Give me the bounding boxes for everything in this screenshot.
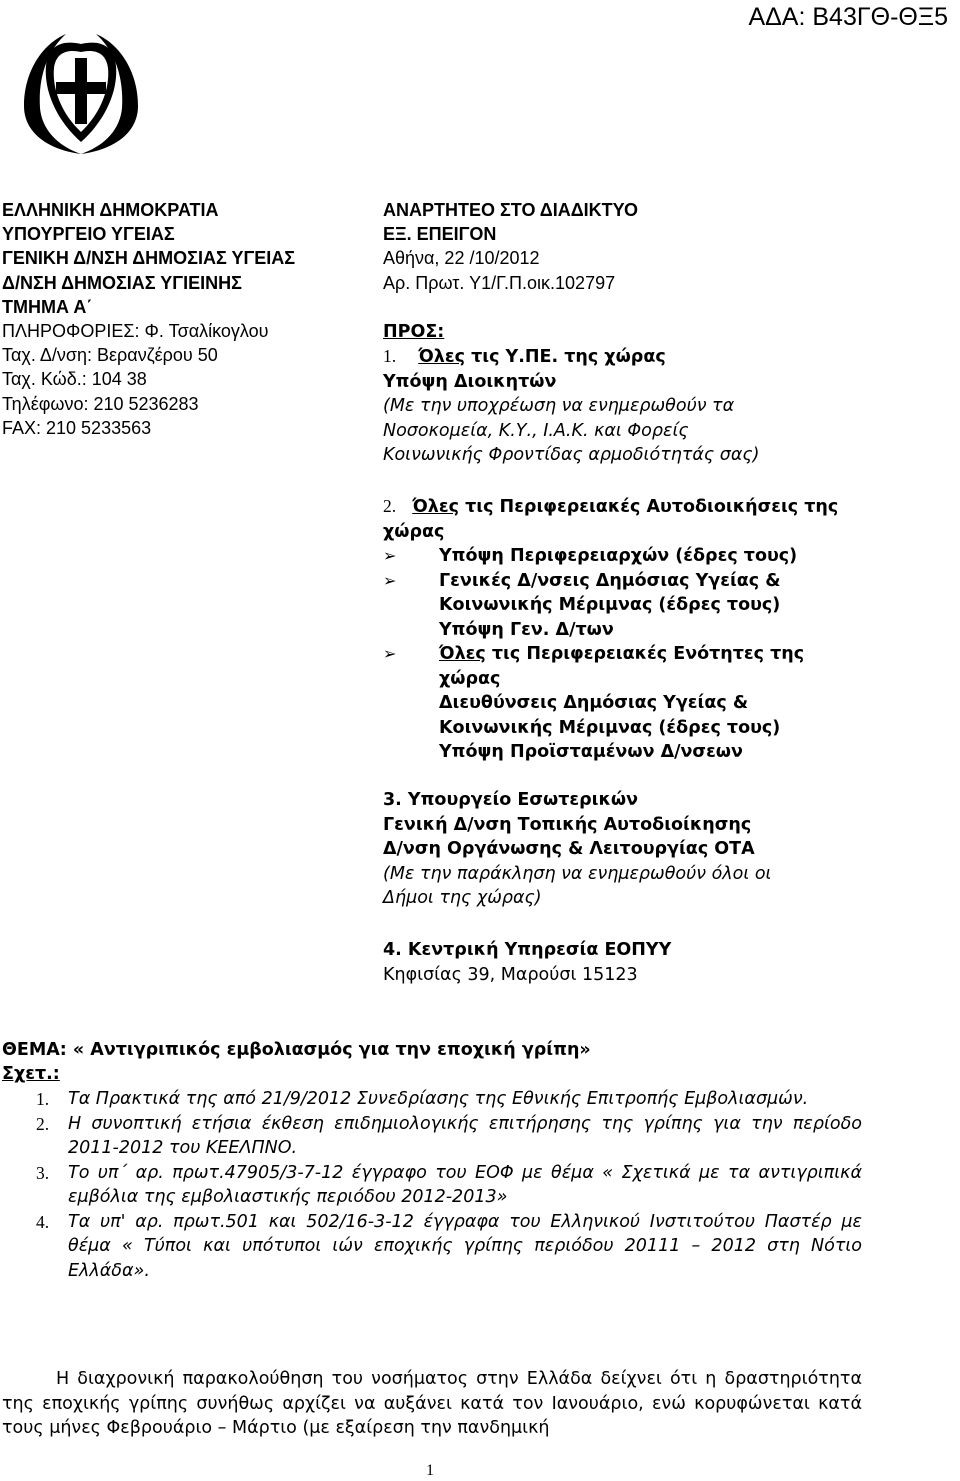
recipient-title-cont: χώρας: [383, 521, 445, 542]
page-number: 1: [426, 1462, 434, 1479]
doc-meta: [383, 198, 638, 295]
references-label: Σχετ.:: [2, 1064, 60, 1084]
recipient-note-line: (Με την παράκληση να ενημερωθούν όλοι οι: [383, 863, 772, 884]
bullet-item: ➢ Γενικές Δ/νσεις Δημόσιας Υγείας &: [383, 569, 838, 594]
recipient-address: Κηφισίας 39, Μαρούσι 15123: [383, 964, 638, 985]
sender-info-line: ΠΛΗΡΟΦΟΡΙΕΣ: Φ. Τσαλίκογλου: [2, 321, 269, 342]
recipient-note-line: Κοινωνικής Φροντίδας αρμοδιότητάς σας): [383, 445, 760, 465]
recipient-number: 1.: [383, 346, 397, 366]
bullet-item-cont: Υπόψη Γεν. Δ/των: [439, 619, 614, 640]
bullet-item-cont: Κοινωνικής Μέριμνας (έδρες τους): [439, 595, 781, 615]
arrow-bullet-icon: ➢: [383, 644, 397, 663]
reference-item: 3. Το υπ΄ αρ. πρωτ.47905/3-7-12 έγγραφο του ΕΟΦ με θέμα « Σχετικά με τα αντιγριπικά εμβόλια της εμβολιαστικής περιόδου 2012-2013»: [36, 1162, 862, 1207]
recipient-attn: Υπόψη Διοικητών: [383, 371, 557, 392]
recipient-line: 3. Υπουργείο Εσωτερικών: [383, 790, 639, 810]
sender-line: Δ/ΝΣΗ ΔΗΜΟΣΙΑΣ ΥΓΙΕΙΝΗΣ: [2, 272, 242, 293]
document-date: Αθήνα, 22 /10/2012: [383, 248, 540, 269]
recipient-title: τις Υ.ΠΕ. της χώρας: [465, 347, 666, 367]
recipient-underlined: Όλες: [418, 347, 465, 367]
urgency-label: ΕΞ. ΕΠΕΙΓΟΝ: [383, 224, 497, 245]
recipient-number: 2.: [383, 496, 397, 516]
bullet-item: ➢ Όλες τις Περιφερειακές Ενότητες της: [383, 642, 838, 667]
protocol-number: Αρ. Πρωτ. Υ1/Γ.Π.οικ.102797: [383, 272, 616, 293]
recipient-line: Δ/νση Οργάνωσης & Λειτουργίας ΟΤΑ: [383, 839, 755, 859]
recipient-title: τις Περιφερειακές Αυτοδιοικήσεις της: [459, 497, 839, 517]
bullet-item: ➢ Υπόψη Περιφερειαρχών (έδρες τους): [383, 544, 838, 569]
bullet-item-cont: Υπόψη Προϊσταμένων Δ/νσεων: [439, 742, 743, 762]
subject-line: ΘΕΜΑ: « Αντιγριπικός εμβολιασμός για την εποχική γρίπη»: [2, 1040, 591, 1060]
sender-info-line: FAX: 210 5233563: [2, 417, 152, 438]
reference-item: 2. Η συνοπτική ετήσια έκθεση επιδημιολογικής επιτήρησης της γρίπης για την περίοδο 2011-2012 του ΚΕΕΛΠΝΟ.: [36, 1113, 862, 1158]
body-paragraph: Η διαχρονική παρακολούθηση του νοσήματος στην Ελλάδα δείχνει ότι η δραστηριότητα της εποχικής γρίπης συνήθως αρχίζει να αυξάνει κατά τον Ιανουάριο, ενώ κορυφώνεται κατά τους μήνες Φεβρουάριο – Μάρτιο (με εξαίρεση την πανδημική: [2, 1369, 862, 1438]
reference-item: 1. Τα Πρακτικά της από 21/9/2012 Συνεδρίασης της Εθνικής Επιτροπής Εμβολιασμών.: [36, 1089, 809, 1109]
bullet-item-cont: Κοινωνικής Μέριμνας (έδρες τους): [439, 717, 781, 738]
recipient-1: [383, 344, 759, 468]
greek-coat-of-arms-icon: [14, 30, 148, 160]
reference-item: 4. Τα υπ' αρ. πρωτ.501 και 502/16-3-12 έγγραφα του Ελληνικού Ινστιτούτου Παστέρ με θέμα « Τύποι και υπότυποι ιών εποχικής γρίπης περιόδου 20111 – 2012 στη Νότιο Ελλάδα».: [36, 1211, 862, 1281]
posted-notice: ΑΝΑΡΤΗΤΕΟ ΣΤΟ ΔΙΑΔΙΚΤΥΟ: [383, 200, 638, 220]
arrow-bullet-icon: ➢: [383, 570, 397, 590]
recipient-title: 4. Κεντρική Υπηρεσία ΕΟΠΥΥ: [383, 940, 672, 960]
recipient-4: [383, 938, 671, 987]
arrow-bullet-icon: ➢: [383, 546, 397, 565]
sender-info-line: Ταχ. Δ/νση: Βερανζέρου 50: [2, 345, 218, 366]
sender-line: ΥΠΟΥΡΓΕΙΟ ΥΓΕΙΑΣ: [2, 224, 175, 245]
bullet-item-cont: Διευθύνσεις Δημόσιας Υγείας &: [439, 693, 749, 713]
recipient-line: Γενική Δ/νση Τοπικής Αυτοδιοίκησης: [383, 814, 752, 835]
recipient-3: [383, 788, 771, 911]
references-list: [2, 1087, 862, 1283]
sender-line: ΤΜΗΜΑ Α΄: [2, 296, 93, 317]
recipient-2: [383, 494, 838, 765]
sender-line: ΕΛΛΗΝΙΚΗ ΔΗΜΟΚΡΑΤΙΑ: [2, 200, 219, 220]
recipient-note-line: (Με την υποχρέωση να ενημερωθούν τα: [383, 396, 735, 416]
sender-line: ΓΕΝΙΚΗ Δ/ΝΣΗ ΔΗΜΟΣΙΑΣ ΥΓΕΙΑΣ: [2, 248, 296, 269]
sender-info-line: Ταχ. Κώδ.: 104 38: [2, 369, 147, 390]
recipients-label: ΠΡΟΣ:: [383, 322, 445, 342]
sender-info-line: Τηλέφωνο: 210 5236283: [2, 393, 199, 414]
ada-code: ΑΔΑ: Β43ΓΘ-ΘΞ5: [748, 3, 948, 31]
bullet-item-cont: χώρας: [439, 668, 501, 689]
sender-block: [2, 198, 295, 440]
recipient-underlined: Όλες: [412, 497, 459, 517]
recipient-note-line: Δήμοι της χώρας): [383, 888, 542, 908]
recipient-note-line: Νοσοκομεία, Κ.Υ., Ι.Α.Κ. και Φορείς: [383, 420, 689, 441]
